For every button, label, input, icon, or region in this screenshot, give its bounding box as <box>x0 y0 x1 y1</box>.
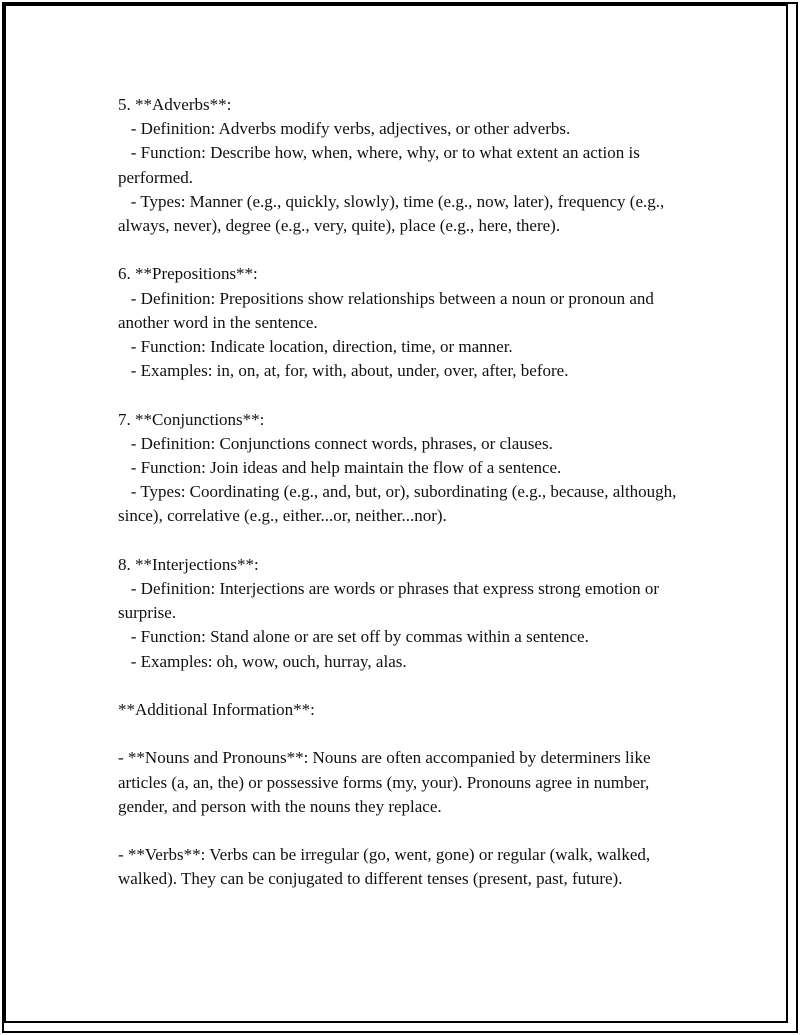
section-interjections <box>118 553 698 674</box>
section-heading: 6. **Prepositions**: <box>118 264 258 284</box>
additional-heading: **Additional Information**: <box>118 700 315 720</box>
section-conjunctions <box>118 408 698 529</box>
section-line: - Types: Coordinating (e.g., and, but, or), subordinating (e.g., because, although, since), correlative (e.g., either...or, neither...nor). <box>118 482 681 526</box>
section-heading: 5. **Adverbs**: <box>118 95 232 114</box>
section-line: - Examples: in, on, at, for, with, about, under, over, after, before. <box>118 361 569 381</box>
section-line: - Function: Describe how, when, where, why, or to what extent an action is performed. <box>118 143 645 187</box>
section-line: - Definition: Conjunctions connect words, phrases, or clauses. <box>118 433 553 453</box>
section-heading: 8. **Interjections**: <box>118 554 259 574</box>
additional-paragraph-nouns: - **Nouns and Pronouns**: Nouns are often accompanied by determiners like articles (a, an, the) or possessive forms (my, your). Pronouns agree in number, gender, and person with the nouns they replace. <box>118 748 655 816</box>
section-line: - Definition: Interjections are words or phrases that express strong emotion or surprise. <box>118 579 664 623</box>
section-line: - Definition: Prepositions show relationships between a noun or pronoun and another word in the sentence. <box>118 288 659 332</box>
section-adverbs <box>118 93 698 238</box>
section-line: - Function: Stand alone or are set off by commas within a sentence. <box>118 627 589 647</box>
section-line: - Function: Indicate location, direction, time, or manner. <box>118 337 513 357</box>
additional-paragraph-verbs: - **Verbs**: Verbs can be irregular (go, went, gone) or regular (walk, walked, walked). They can be conjugated to different tenses (present, past, future). <box>118 845 655 889</box>
document-body <box>118 93 698 916</box>
section-prepositions <box>118 262 698 383</box>
section-line: - Definition: Adverbs modify verbs, adjectives, or other adverbs. <box>118 119 571 139</box>
section-line: - Types: Manner (e.g., quickly, slowly), time (e.g., now, later), frequency (e.g., always, never), degree (e.g., very, quite), place (e.g., here, there). <box>118 191 669 236</box>
section-line: - Function: Join ideas and help maintain the flow of a sentence. <box>118 458 562 478</box>
section-heading: 7. **Conjunctions**: <box>118 409 265 429</box>
section-line: - Examples: oh, wow, ouch, hurray, alas. <box>118 651 407 671</box>
